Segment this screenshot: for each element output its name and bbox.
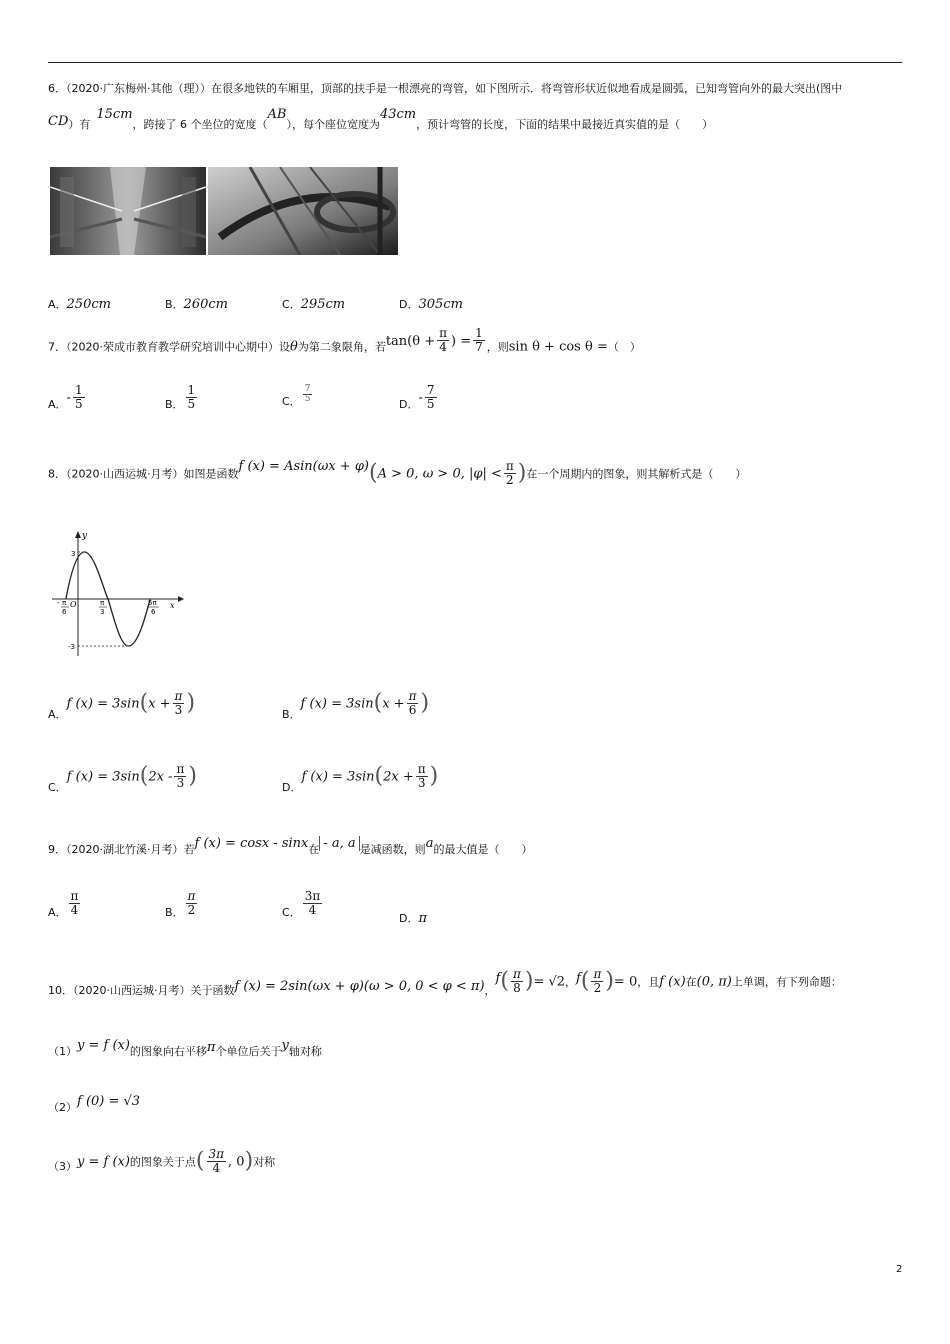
q10-eq1: = √2	[533, 974, 566, 990]
header-rule	[48, 62, 902, 63]
q7-tan: tan(θ +	[385, 333, 436, 349]
q10-pi1: π	[512, 967, 521, 981]
q7-option-b-den: 5	[187, 396, 196, 411]
q8-graph-tick3-den: 6	[151, 608, 156, 616]
q10-prop3-lparen: (	[195, 1148, 205, 1174]
q8-option-b-pre: f (x) = 3sin	[300, 696, 374, 712]
q10-eight: 8	[513, 980, 521, 995]
q8-cond: A > 0, ω > 0, |φ| <	[377, 466, 502, 482]
q10-pi2: π	[593, 967, 602, 981]
q7-option-d-frac	[425, 384, 437, 410]
q9-option-b-frac	[186, 890, 198, 916]
q8-graph-tick2-num: π	[100, 599, 105, 607]
q10-text4: 上单调，有下列命题：	[731, 975, 842, 989]
q7-option-b-frac	[186, 384, 198, 410]
q10-lparen2: (	[580, 968, 590, 994]
q9-option-d[interactable]	[399, 907, 427, 926]
q10-prop3-rparen: )	[244, 1148, 254, 1174]
q8-option-d-pre: f (x) = 3sin	[301, 769, 375, 785]
q6-text4: ，预计弯管的长度，下面的结果中最接近真实值的是（ ）	[416, 118, 714, 131]
q7-pi: π	[439, 326, 447, 340]
q8-option-c-rparen: )	[188, 763, 197, 789]
q8-option-b-lparen: (	[373, 690, 383, 716]
q6-option-c[interactable]	[282, 293, 345, 312]
q6-option-a-label: A．	[48, 298, 67, 311]
q9-option-a-num: π	[70, 889, 79, 903]
q7-theta: θ	[290, 339, 298, 355]
q8-graph-tick1-den: 6	[62, 608, 67, 616]
q10-pi-over-8	[511, 968, 523, 994]
q7-option-a[interactable]	[48, 384, 87, 410]
q8-graph-origin-label: O	[70, 600, 77, 609]
page-number: 2	[896, 1264, 903, 1275]
q8-func: f (x) = Asin(ωx + φ)	[238, 458, 370, 474]
q10-lparen1: (	[500, 968, 509, 994]
q9-option-a-frac	[69, 890, 81, 916]
q8-option-a-pre: f (x) = 3sin	[66, 696, 140, 712]
q10-prop3-zero: , 0	[228, 1154, 245, 1170]
q8-graph-tick3-num: 5π	[148, 599, 157, 607]
q10-prop3-text1: 的图象关于点	[129, 1155, 196, 1169]
q7-option-c[interactable]	[282, 383, 314, 408]
q7-option-d[interactable]	[399, 384, 439, 410]
q10-two: 2	[593, 980, 602, 995]
q6-15cm: 15cm	[96, 107, 133, 122]
q6-option-b-value: 260cm	[183, 297, 228, 312]
q9-option-a-label: A．	[48, 905, 67, 919]
q8-option-d-num: π	[417, 762, 426, 776]
q7-option-c-den: 5	[304, 394, 311, 404]
q10-rparen1: )	[524, 968, 534, 994]
q10-prop1-text3: 轴对称	[288, 1045, 322, 1058]
q7-close: ) =	[451, 333, 472, 349]
q6-cd: CD	[48, 114, 69, 129]
q7-four: 4	[439, 339, 447, 354]
q8-option-a-den: 3	[174, 702, 183, 717]
q9-text2: 在	[308, 843, 320, 856]
q7-option-a-den: 5	[74, 396, 83, 411]
q9-option-d-value: π	[418, 911, 428, 926]
q8-text2: 在一个周期内的图象，则其解析式是（ ）	[526, 467, 747, 481]
q8-option-b-frac	[407, 690, 419, 716]
q6-text3: ），每个座位宽度为	[286, 118, 380, 131]
q6-option-c-value: 295cm	[300, 297, 346, 312]
q10-prop1-text1: 的图象向右平移	[129, 1045, 207, 1058]
q8-option-a-inner: x +	[148, 696, 171, 712]
q7-option-a-frac	[73, 384, 85, 410]
q7-option-d-num: 7	[426, 383, 435, 397]
q10-prop1	[48, 1040, 322, 1059]
q6-line2	[48, 107, 714, 132]
q10-prop1-pi: π	[206, 1040, 216, 1055]
q9-option-c-frac	[303, 890, 323, 916]
q8-option-d-inner: 2x +	[383, 769, 414, 785]
q8-paren-right: )	[517, 460, 527, 486]
q8-text1: 8．（2020·山西运城·月考）如图是函数	[48, 467, 239, 481]
q8-option-c-den: 3	[176, 775, 185, 790]
q7-option-b-num: 1	[187, 383, 196, 397]
q7-option-d-sign: -	[418, 390, 423, 406]
q10-prop3-frac	[207, 1148, 227, 1174]
q8-option-d-label: D．	[282, 780, 302, 794]
q8-sine-graph	[48, 530, 184, 660]
q10-text2: ，且	[637, 975, 660, 989]
q8-pi: π	[505, 459, 514, 473]
q6-option-d-label: D．	[399, 298, 419, 311]
q9-option-c-num: 3π	[304, 889, 321, 903]
q8-option-b-num: π	[408, 689, 417, 703]
q9-option-d-label: D．	[399, 912, 419, 925]
q6-option-d-value: 305cm	[418, 297, 463, 312]
q8-option-b-label: B．	[282, 707, 301, 721]
q6-option-a-value: 250cm	[66, 297, 111, 312]
q7-text2: 为第二象限角，若	[297, 340, 386, 354]
q8-paren-left: (	[369, 460, 378, 486]
q10-pi-over-2	[591, 968, 603, 994]
q9-func: f (x) = cosx - sinx	[194, 836, 309, 851]
q8-two: 2	[506, 472, 514, 487]
q8-option-a-label: A．	[48, 707, 67, 721]
q8-option-d[interactable]	[282, 762, 439, 794]
q6-option-b-label: B．	[165, 298, 184, 311]
q8-option-d-den: 3	[417, 775, 426, 790]
q8-option-a-lparen: (	[139, 690, 149, 716]
q10-prop1-label: （1）	[48, 1045, 77, 1058]
q8-graph-ymin-label: -3	[68, 643, 75, 651]
q10-stem: $_{10.(2020\cdot 山西运城\cdot 月考)关于函数f (x) = 2sin(\omega x + \varphi)(\omega > 0, 0 < \varphi < \pi),}^f$( $\frac{\pi}{8}$ )= √2，$^f$( $\frac{\pi}{2}$ )= 0，且f (x)在(0, π)上单调，有下列命题：	[48, 967, 842, 997]
q10-f2: f	[576, 970, 581, 986]
q7-option-b[interactable]	[165, 384, 199, 410]
q8-option-c-pre: f (x) = 3sin	[66, 769, 140, 785]
q10-eq2: = 0	[613, 974, 638, 990]
q8-option-c-label: C．	[48, 780, 67, 794]
q9-option-c-den: 4	[308, 902, 317, 917]
q7-option-a-sign: -	[66, 390, 71, 406]
q10-text1: 10．（2020·山西运城·月考）关于函数	[48, 983, 235, 997]
q7-one: 1	[475, 326, 483, 340]
q7-seven: 7	[475, 339, 483, 354]
q7-text1: 7．（2020·荣成市教育教学研究培训中心期中）设	[48, 340, 290, 354]
q9-option-a-den: 4	[70, 902, 79, 917]
q8-option-d-rparen: )	[429, 763, 439, 789]
q8-option-c-lparen: (	[139, 763, 149, 789]
q8-option-a-rparen: )	[186, 690, 196, 716]
q10-prop1-text2: 个单位后关于	[215, 1045, 282, 1058]
q8-graph-tick2-den: 3	[100, 608, 105, 616]
q10-prop3-label: （3）	[48, 1159, 77, 1173]
q7-text4: （ ）	[607, 340, 641, 354]
q10-prop3	[48, 1148, 275, 1174]
q8-graph-ymax-label: 3	[71, 550, 76, 558]
q7-option-d-den: 5	[426, 396, 435, 411]
q10-prop1-expr: y = f (x)	[77, 1038, 130, 1053]
q9-option-c[interactable]	[282, 889, 324, 919]
q8-option-d-frac	[416, 763, 428, 789]
q9-text3: 是减函数，则	[359, 843, 426, 856]
q8-graph-y-label: y	[82, 531, 88, 541]
q9-stem	[48, 838, 532, 857]
q6-text2: ，跨接了 6 个坐位的宽度（	[132, 118, 268, 131]
q6-line1: 6．（2020·广东梅州·其他（理））在很多地铁的车厢里，顶部的扶手是一根漂亮的弯管，如下图所示．将弯管形状近似地看成是圆弧，已知弯管向外的最大突出(图中	[48, 82, 843, 95]
q10-rparen2: )	[605, 968, 614, 994]
q7-option-c-frac	[303, 385, 313, 405]
q7-one-seventh	[473, 327, 485, 353]
q7-option-c-label: C．	[282, 395, 301, 408]
q9-option-b-num: π	[187, 889, 196, 903]
q9-option-c-label: C．	[282, 905, 301, 919]
q8-option-a-frac	[173, 690, 185, 716]
q9-a: a	[425, 836, 434, 851]
q9-option-a[interactable]	[48, 889, 82, 919]
q8-option-b-den: 6	[408, 702, 417, 717]
q6-ab: AB	[267, 107, 287, 122]
q7-option-d-label: D．	[399, 397, 419, 411]
q8-graph-tick1-sign: -	[57, 599, 60, 607]
q10-prop3-text2: 对称	[253, 1155, 276, 1169]
q9-text1: 9．（2020·湖北竹溪·月考）若	[48, 843, 195, 856]
q8-stem	[48, 460, 746, 486]
q7-stem	[48, 326, 641, 359]
q10-prop2-label: （2）	[48, 1101, 77, 1114]
q8-graph-x-label: x	[170, 601, 175, 610]
q9-option-b-den: 2	[187, 902, 196, 917]
q10-text3: 在	[685, 975, 697, 989]
q9-interval: - a, a	[319, 836, 359, 851]
q8-option-d-lparen: (	[374, 763, 384, 789]
q7-option-c-num: 7	[304, 383, 311, 394]
q7-option-b-label: B．	[165, 397, 184, 411]
q6-43cm: 43cm	[379, 107, 417, 122]
q10-prop3-expr: y = f (x)	[77, 1154, 130, 1170]
q7-expr: sin θ + cos θ =	[508, 339, 608, 355]
q6-option-d[interactable]	[399, 293, 463, 312]
q8-option-a[interactable]	[48, 689, 196, 721]
q8-option-b[interactable]	[282, 689, 430, 721]
q8-pi-over-2	[504, 460, 516, 486]
q7-pi-over-4	[437, 327, 449, 353]
q8-option-a-num: π	[174, 689, 183, 703]
q10-prop3-den: 4	[212, 1160, 221, 1175]
q8-option-b-inner: x +	[382, 696, 405, 712]
q9-option-b-label: B．	[165, 905, 184, 919]
q10-interval: (0, π)	[696, 974, 732, 990]
q9-option-b[interactable]	[165, 889, 199, 919]
q8-option-c-inner: 2x -	[148, 769, 173, 785]
q8-option-c-frac	[174, 763, 186, 789]
q6-option-b[interactable]	[165, 293, 228, 312]
q10-prop2	[48, 1096, 140, 1115]
q10-prop1-y: y	[281, 1038, 289, 1053]
subway-handrail-photo	[50, 167, 398, 255]
q8-option-b-rparen: )	[420, 690, 430, 716]
q10-fx: f (x)	[659, 974, 686, 990]
q8-option-c-num: π	[176, 762, 185, 776]
q10-prop3-num: 3π	[208, 1147, 225, 1161]
q6-option-c-label: C．	[282, 298, 301, 311]
q9-text4: 的最大值是（ ）	[433, 843, 533, 856]
q7-option-a-num: 1	[74, 383, 83, 397]
q8-graph-tick1-num: π	[62, 599, 67, 607]
q6-text1: ）有	[68, 118, 91, 131]
q6-option-a[interactable]	[48, 293, 111, 312]
q7-text3: ，则	[486, 340, 509, 354]
q10-func: f (x) = 2sin(ωx + φ)(ω > 0, 0 < φ < π)	[234, 978, 485, 994]
q10-prop2-expr: f (0) = √3	[77, 1094, 141, 1109]
q7-option-a-label: A．	[48, 397, 67, 411]
q10-f1: f	[495, 970, 501, 986]
q8-option-c[interactable]	[48, 762, 197, 794]
